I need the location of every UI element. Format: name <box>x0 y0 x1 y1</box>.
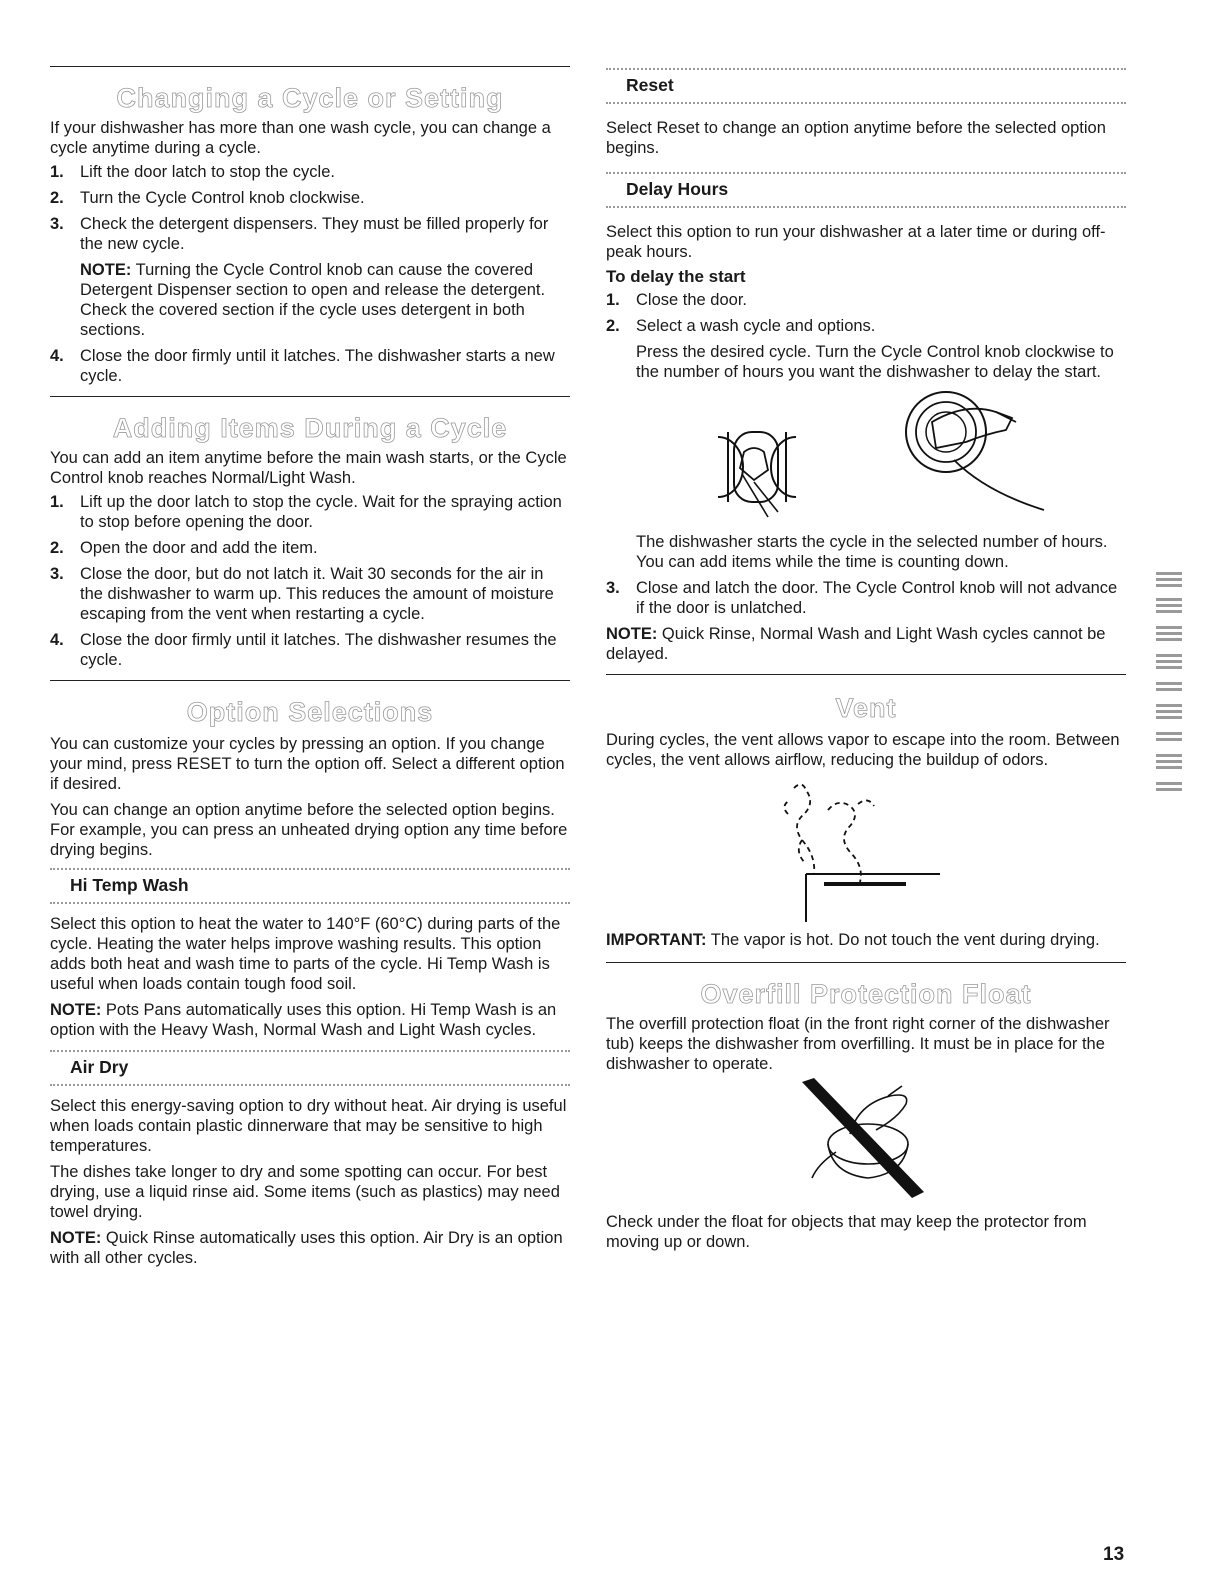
section-title-changing: Changing a Cycle or Setting <box>116 83 504 113</box>
section-title-adding: Adding Items During a Cycle <box>112 413 508 443</box>
list-item: 2. Open the door and add the item. <box>50 539 318 557</box>
changing-steps <box>50 162 570 386</box>
list-item: 1. Close the door. <box>606 291 747 309</box>
right-column <box>606 68 1126 1252</box>
left-column <box>50 66 570 1268</box>
section-divider <box>606 674 1126 675</box>
delay-p1: Select this option to run your dishwasher at a later time or during off-peak hours. <box>606 223 1106 261</box>
airdry-note: NOTE: Quick Rinse automatically uses this option. Air Dry is an option with all other cycles. <box>50 1229 563 1267</box>
airdry-p1: Select this energy-saving option to dry without heat. Air drying is useful when loads contain plastic dinnerware that may be sensitive to high temperatures. <box>50 1097 567 1155</box>
side-tab-pattern <box>1152 568 1186 800</box>
list-item: 3. Close the door, but do not latch it. Wait 30 seconds for the air in the dishwasher to warm up. This reduces the amount of moisture escaping from the vent when restarting a cycle. <box>50 565 554 623</box>
reset-p1: Select Reset to change an option anytime before the selected option begins. <box>606 119 1106 157</box>
list-item: 3. Close and latch the door. The Cycle Control knob will not advance if the door is unlatched. <box>606 579 1118 617</box>
reset-heading: Reset <box>606 68 1126 104</box>
list-item: 4. Close the door firmly until it latches. The dishwasher resumes the cycle. <box>50 631 557 669</box>
options-p2: You can change an option anytime before the selected option begins. For example, you can press an unheated drying option any time before drying begins. <box>50 801 568 859</box>
changing-intro: If your dishwasher has more than one wash cycle, you can change a cycle anytime during a cycle. <box>50 119 551 157</box>
overfill-p1: The overfill protection float (in the front right corner of the dishwasher tub) keeps the dishwasher from overfilling. It must be in place for the dishwasher to operate. <box>606 1015 1110 1073</box>
delay-subheading: To delay the start <box>606 267 746 286</box>
list-item: 3. Check the detergent dispensers. They must be filled properly for the new cycle. NOTE: Turning the Cycle Control knob can cause the covered Detergent Dispenser section to open and release the detergent. Check the covered section if the cycle uses detergent in both sections. <box>50 214 570 340</box>
section-divider <box>50 396 570 397</box>
vent-figure <box>606 770 1126 930</box>
delay-note: NOTE: Quick Rinse, Normal Wash and Light Wash cycles cannot be delayed. <box>606 625 1106 663</box>
vent-vapor-illustration <box>606 770 1126 930</box>
overfill-p2: Check under the float for objects that may keep the protector from moving up or down. <box>606 1213 1087 1251</box>
float-prohibited-illustration <box>606 1074 1126 1208</box>
list-item: 4. Close the door firmly until it latches. The dishwasher starts a new cycle. <box>50 347 555 385</box>
delay-steps <box>606 290 1126 618</box>
knob-illustration <box>636 382 1056 532</box>
options-p1: You can customize your cycles by pressing an option. If you change your mind, press RESET to turn the option off. Select a different option if desired. <box>50 735 565 793</box>
list-item: 2. Turn the Cycle Control knob clockwise. <box>50 189 365 207</box>
side-tab-decoration <box>1152 568 1186 800</box>
list-item: 2. Select a wash cycle and options. Press the desired cycle. Turn the Cycle Control knob clockwise to the number of hours you want the dishwasher to delay the start. The dishwasher starts the cycle in the selected number of hours. You can add items while the time is counting down. <box>606 316 1126 572</box>
airdry-heading: Air Dry <box>50 1050 570 1086</box>
section-title-options: Option Selections <box>186 697 434 727</box>
section-divider <box>606 962 1126 963</box>
float-figure <box>606 1074 1126 1208</box>
hitemp-note: NOTE: Pots Pans automatically uses this option. Hi Temp Wash is an option with the Heavy Wash, Normal Wash and Light Wash cycles. <box>50 1001 557 1039</box>
section-divider <box>50 66 570 67</box>
hitemp-p1: Select this option to heat the water to 140°F (60°C) during parts of the cycle. Heating the water helps improve washing results. This option adds both heat and wash time to parts of the cycle. Hi Temp Wash is useful when loads contain tough food soil. <box>50 915 561 993</box>
adding-intro: You can add an item anytime before the main wash starts, or the Cycle Control knob reaches Normal/Light Wash. <box>50 449 567 487</box>
adding-steps <box>50 492 570 670</box>
delay-heading: Delay Hours <box>606 172 1126 208</box>
section-title-vent: Vent <box>835 693 897 723</box>
changing-note: NOTE: Turning the Cycle Control knob can cause the covered Detergent Dispenser section to open and release the detergent. Check the covered section if the cycle uses detergent in both sections. <box>80 261 546 339</box>
section-divider <box>50 680 570 681</box>
delay-after-figure: The dishwasher starts the cycle in the selected number of hours. You can add items while the time is counting down. <box>636 533 1108 571</box>
list-item: 1. Lift the door latch to stop the cycle. <box>50 163 335 181</box>
hitemp-heading: Hi Temp Wash <box>50 868 570 904</box>
knob-figure <box>636 382 1126 532</box>
vent-p1: During cycles, the vent allows vapor to escape into the room. Between cycles, the vent allows airflow, reducing the buildup of odors. <box>606 731 1120 769</box>
list-item: 1. Lift up the door latch to stop the cycle. Wait for the spraying action to stop before opening the door. <box>50 493 562 531</box>
section-title-overfill: Overfill Protection Float <box>700 979 1032 1009</box>
vent-important: IMPORTANT: The vapor is hot. Do not touch the vent during drying. <box>606 931 1100 949</box>
page-number: 13 <box>1103 1544 1125 1565</box>
delay-step2-detail: Press the desired cycle. Turn the Cycle Control knob clockwise to the number of hours you want the dishwasher to delay the start. <box>636 343 1114 381</box>
airdry-p2: The dishes take longer to dry and some spotting can occur. For best drying, use a liquid rinse aid. Some items (such as plastics) may need towel drying. <box>50 1163 560 1221</box>
